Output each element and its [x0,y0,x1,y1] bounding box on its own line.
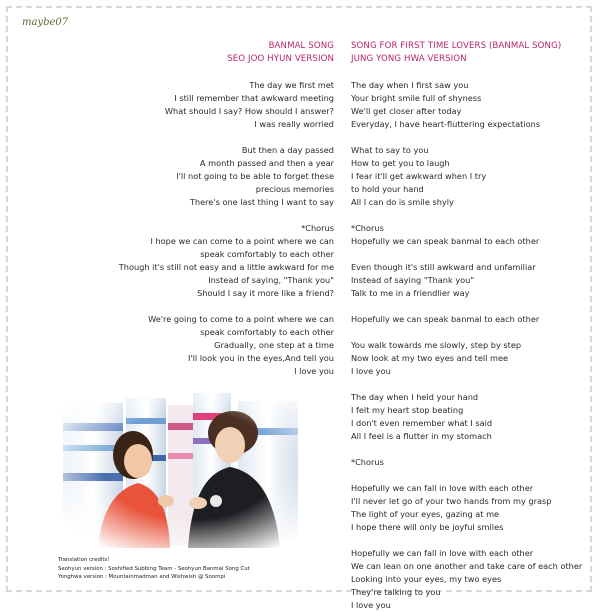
lyric-line: I don't even remember what I said [351,418,493,428]
spacer [351,534,582,547]
spacer [351,131,582,144]
lyric-line: *Chorus [301,223,334,233]
spacer [351,209,582,222]
lyric-line: I'll never let go of your two hands from my grasp [351,496,552,506]
spacer [351,443,582,456]
lyric-line: Even though it's still awkward and unfamiliar [351,262,536,272]
lyric-line: The day when I first saw you [351,80,469,90]
lyric-line: to hold your hand [351,184,424,194]
right-lyrics-column [351,40,582,612]
lyric-line: A month passed and then a year [199,158,334,168]
lyric-line: Hopefully we can fall in love with each other [351,483,534,493]
lyric-line: speak comfortably to each other [200,249,334,259]
spacer [351,469,582,482]
lyric-line: Instead of saying, "Thank you" [208,275,334,285]
lyric-line: I'll look you in the eyes,And tell you [187,353,334,363]
right-subtitle: JUNG YONG HWA VERSION [351,54,467,64]
lyric-line: Instead of saying "Thank you" [351,275,475,285]
lyric-line: I hope we can come to a point where we can [150,236,334,246]
lyric-line: I love you [351,366,391,376]
lyric-line: I love you [294,366,334,376]
lyric-line: Should I say it more like a friend? [197,288,334,298]
lyric-line: There's one last thing I want to say [189,197,334,207]
spacer [119,131,334,144]
lyric-line: But then a day passed [241,145,334,155]
lyric-line: I'll not going to be able to forget these [176,171,334,181]
left-subtitle: SEO JOO HYUN VERSION [227,54,334,64]
lyric-line: They're talking to you [351,587,441,597]
lyric-line: Looking into your eyes, my two eyes [351,574,502,584]
left-lyrics-lines [119,79,334,378]
left-lyrics-column [119,40,334,378]
left-title: BANMAL SONG [268,41,334,51]
lyric-line: Hopefully we can speak banmal to each other [351,314,540,324]
lyric-line: The light of your eyes, gazing at me [351,509,500,519]
credits-line: Yonghwa version : Mountainmadman and Wishwish @ Soompi [58,574,226,581]
spacer [351,326,582,339]
spacer [351,300,582,313]
lyric-line: Though it's still not easy and a little awkward for me [118,262,334,272]
lyric-line: I still remember that awkward meeting [174,93,334,103]
lyric-line: Your bright smile full of shyness [351,93,482,103]
couple-photo [58,383,323,548]
lyric-line: Hopefully we can fall in love with each other [351,548,534,558]
lyric-line: speak comfortably to each other [200,327,334,337]
lyric-line: *Chorus [351,223,384,233]
lyric-line: What to say to you [351,145,429,155]
spacer [351,66,582,79]
lyric-line: I love you [351,600,391,610]
lyric-line: I fear it'll get awkward when I try [351,171,487,181]
credits-line: Translation credits! [58,557,110,563]
spacer [119,300,334,313]
watermark: maybe07 [22,17,69,28]
lyric-line: precious memories [255,184,334,194]
lyric-line: I hope there will only be joyful smiles [351,522,504,532]
lyric-line: We'll get closer after today [351,106,462,116]
lyric-line: All I feel is a flutter in my stomach [351,431,492,441]
lyric-line: Everyday, I have heart-fluttering expectations [351,119,541,129]
credits-line: Seohyun version : Soshified Subbing Team - Seohyun Banmal Song Cut [58,565,250,572]
right-title: SONG FOR FIRST TIME LOVERS (BANMAL SONG) [351,41,562,51]
right-lyrics-lines [351,79,582,612]
lyric-line: Now look at my two eyes and tell mee [351,353,509,363]
lyric-line: You walk towards me slowly, step by step [351,340,522,350]
spacer [119,66,334,79]
lyric-line: I felt my heart stop beating [351,405,464,415]
lyric-line: The day we first met [249,80,334,90]
spacer [119,209,334,222]
spacer [351,248,582,261]
lyric-line: What should I say? How should I answer? [164,106,334,116]
lyric-line: *Chorus [351,457,384,467]
lyric-line: Gradually, one step at a time [214,340,334,350]
lyric-line: Talk to me in a friendlier way [351,288,470,298]
lyric-line: I was really worried [254,119,334,129]
translation-credits [58,556,250,582]
lyric-line: The day when I held your hand [351,392,479,402]
lyric-line: How to get you to laugh [351,158,450,168]
spacer [351,378,582,391]
lyric-line: We're going to come to a point where we can [148,314,334,324]
lyric-line: All I can do is smile shyly [351,197,454,207]
lyric-line: Hopefully we can speak banmal to each other [351,236,540,246]
lyric-line: We can lean on one another and take care of each other [351,561,583,571]
